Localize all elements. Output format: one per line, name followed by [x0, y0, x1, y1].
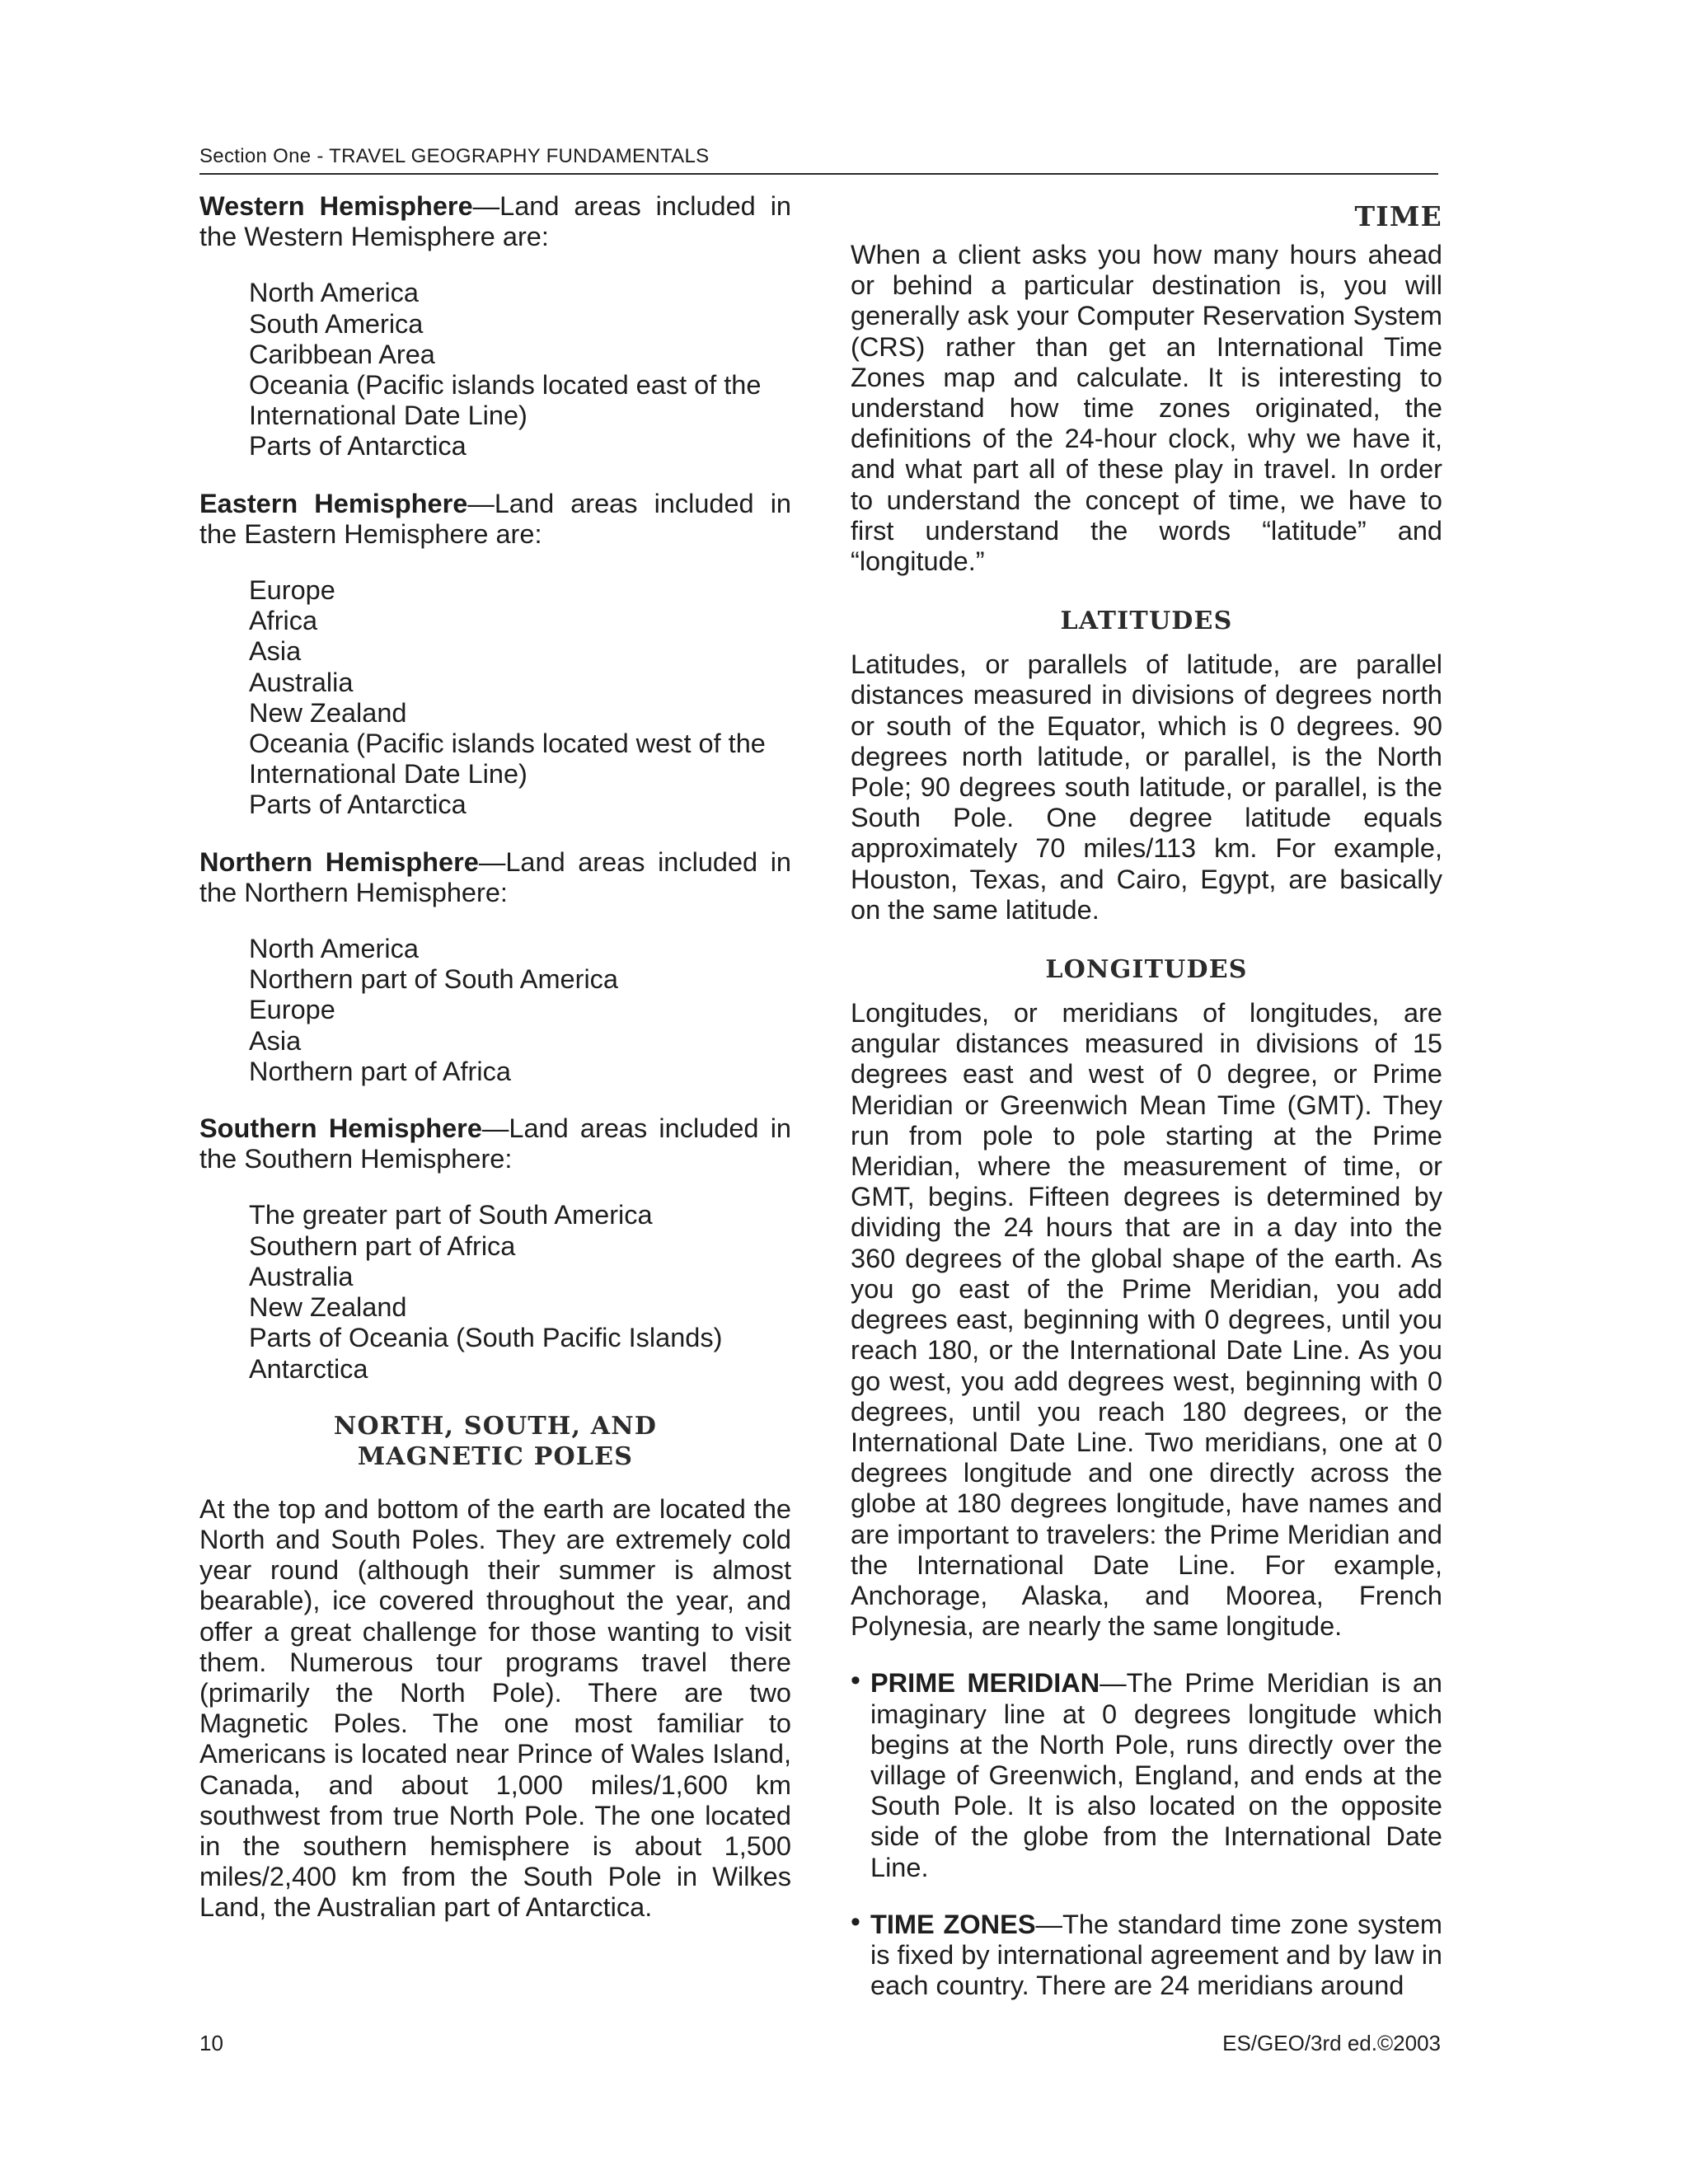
definition: —Land areas included in the Southern Hemisphere: — [199, 1113, 791, 1174]
list-item: South America — [249, 308, 424, 339]
left-column — [199, 191, 791, 1924]
list-item: Antarctica — [249, 1353, 368, 1384]
list-item: Europe — [249, 995, 335, 1025]
list-item: New Zealand — [249, 1292, 407, 1323]
list-item: Africa — [249, 606, 318, 636]
term: Eastern Hemisphere — [199, 488, 468, 518]
latitudes-paragraph: Latitudes, or parallels of latitude, are parallel distances measured in divisions of degrees north or south of the Equator, which is 0 degrees. 90 degrees north latitude, or parallel, is the North Pole; 90 degrees south latitude, or parallel, is the South Pole. One degree latitude equals approximately 70 miles/113 km. For example, Houston, Texas, and Cairo, Egypt, are basically on the same latitude. — [851, 649, 1442, 925]
running-title: Section One - TRAVEL GEOGRAPHY FUNDAMENTALS — [199, 145, 710, 167]
term: Western Hemisphere — [199, 191, 473, 221]
time-paragraph: When a client asks you how many hours ahead or behind a particular destination is, you will generally ask your Computer Reservation System (CRS) rather than get an International Time Zones map and calculate. It is interesting to understand how time zones originated, the definitions of the 24-hour clock, why we have it, and what part all of these play in travel. In order to understand the concept of time, we have to first understand the words “latitude” and “longitude.” — [851, 240, 1442, 577]
list-item: Northern part of South America — [249, 964, 619, 995]
definition: —Land areas included in the Eastern Hemisphere are: — [199, 488, 791, 549]
southern-hemisphere-intro — [199, 1113, 791, 1174]
poles-heading-line1: NORTH, SOUTH, AND — [333, 1411, 658, 1441]
longitudes-heading: LONGITUDES — [1045, 955, 1248, 985]
list-item: New Zealand — [249, 697, 407, 728]
bullet-icon: • — [851, 1905, 860, 1938]
western-hemisphere-intro — [199, 191, 791, 252]
poles-heading — [199, 1411, 791, 1472]
list-item: North America — [249, 278, 419, 308]
term: TIME ZONES — [870, 1909, 1036, 1939]
list-item: Parts of Antarctica — [249, 431, 467, 462]
northern-hemisphere-intro — [199, 847, 791, 908]
longitudes-paragraph: Longitudes, or meridians of longitudes, are angular distances measured in divisions of 15 degrees east and west of 0 degree, or Prime Meridian or Greenwich Mean Time (GMT). They run from pole to pole starting at the Prime Meridian, where the measurement of time, or GMT, begins. Fifteen degrees is determined by dividing the 24 hours that are in a day into the 360 degrees of the global shape of the earth. As you go east of the Prime Meridian, you add degrees east, beginning with 0 degrees, until you reach 180, or the International Date Line. As you go west, you add degrees west, beginning with 0 degrees, until you reach 180 degrees, or the International Date Line. Two meridians, one at 0 degrees longitude and one directly across the globe at 180 degrees longitude, have names and are important to travelers: the Prime Meridian and the International Date Line. For example, Anchorage, Alaska, and Moorea, French Polynesia, are nearly the same longitude. — [851, 998, 1442, 1642]
list-item: Oceania (Pacific islands located west of the International Date Line) — [249, 729, 766, 790]
definition: —Land areas included in the Western Hemisphere are: — [199, 191, 791, 252]
time-heading: TIME — [1354, 200, 1442, 232]
list-item: Europe — [249, 575, 335, 606]
western-hemisphere-list — [249, 278, 791, 462]
term: Northern Hemisphere — [199, 846, 479, 877]
list-item: Australia — [249, 1261, 354, 1291]
right-column — [851, 191, 1442, 2001]
latitudes-heading: LATITUDES — [1060, 607, 1233, 636]
eastern-hemisphere-list — [249, 575, 791, 821]
list-item: Australia — [249, 667, 354, 697]
running-header — [199, 142, 1438, 175]
list-item: Caribbean Area — [249, 339, 435, 369]
prime-meridian-bullet — [851, 1665, 1442, 1882]
northern-hemisphere-list — [249, 934, 791, 1087]
page-number: 10 — [199, 2031, 223, 2055]
bullet-icon: • — [851, 1665, 860, 1697]
time-zones-bullet — [851, 1905, 1442, 2002]
term: Southern Hemisphere — [199, 1113, 482, 1144]
list-item: Asia — [249, 1025, 302, 1056]
list-item: North America — [249, 934, 419, 964]
list-item: Northern part of Africa — [249, 1056, 511, 1086]
eastern-hemisphere-intro — [199, 489, 791, 550]
definition: —The standard time zone system is fixed by international agreement and by law in each country. There are 24 meridians around — [870, 1909, 1442, 2001]
definition: —The Prime Meridian is an imaginary line at 0 degrees longitude which begins at the North Pole, runs directly over the village of Greenwich, England, and ends at the South Pole. It is also located on the opposite side of the globe from the International Date Line. — [870, 1668, 1442, 1882]
list-item: Parts of Antarctica — [249, 790, 467, 820]
list-item: Asia — [249, 636, 302, 667]
list-item: Oceania (Pacific islands located east of the International Date Line) — [249, 370, 762, 431]
poles-heading-line2: MAGNETIC POLES — [357, 1441, 634, 1471]
term: PRIME MERIDIAN — [870, 1668, 1100, 1699]
southern-hemisphere-list — [249, 1200, 791, 1384]
list-item: Parts of Oceania (South Pacific Islands) — [249, 1323, 723, 1353]
poles-paragraph: At the top and bottom of the earth are located the North and South Poles. They are extremely cold year round (although their summer is almost bearable), ice covered throughout the year, and offer a great challenge for those wanting to visit them. Numerous tour programs travel there (primarily the North Pole). There are two Magnetic Poles. The one most familiar to Americans is located near Prince of Wales Island, Canada, and about 1,000 miles/1,600 km southwest from true North Pole. The one located in the southern hemisphere is about 1,500 miles/2,400 km from the South Pole in Wilkes Land, the Australian part of Antarctica. — [199, 1493, 791, 1923]
definition: —Land areas included in the Northern Hemisphere: — [199, 846, 791, 907]
edition-note: ES/GEO/3rd ed.©2003 — [1222, 2031, 1441, 2055]
list-item: Southern part of Africa — [249, 1230, 516, 1261]
list-item: The greater part of South America — [249, 1200, 653, 1230]
